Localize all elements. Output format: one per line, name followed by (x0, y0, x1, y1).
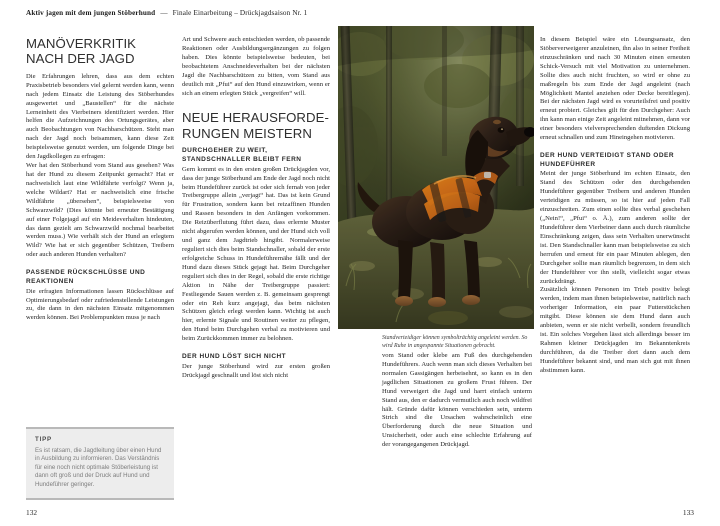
running-head (26, 9, 646, 17)
tip-box (26, 427, 174, 500)
dog-on-leash-photo (338, 26, 534, 329)
section-heading-durchgeher: DURCHGEHER ZU WEIT, STANDSCHNALLER BLEIBT FERN (182, 147, 302, 163)
paragraph: vom Stand oder klebe am Fuß des durchgehenden Hundeführers. Auch wenn man sich dieses Verhalten bei normalen Gassigängen herbeisehnt, so kann es in den jagdlichen Situationen zu großem Frust führen. Der Hund verweigert die Jagd und harrt einfach unterm Stand aus, den er dadurch vermutlich auch noch wildfrei hält. Gründe dafür können verschieden sein, unterm Strich sind die Ursachen wahrscheinlich eine Überforderung durch die neue Situation und Unsicherheit, oder auch eine schlechte Erfahrung auf der vorangegangenen Drückjagd. (382, 352, 532, 449)
column-four (540, 36, 690, 376)
section-heading-loest-sich-nicht: DER HUND LÖST SICH NICHT (182, 353, 287, 361)
column-three (382, 352, 532, 450)
running-head-title: Aktiv jagen mit dem jungen Stöberhund (26, 9, 156, 17)
running-head-dash: — (160, 9, 168, 17)
page-number-left: 132 (26, 508, 38, 517)
paragraph: Gern kommt es in den ersten großen Drückjagden vor, dass der junge Stöberhund am Ende der Jagd noch nicht beim Hundeführer zurück ist oder sich fernab von jeder Treibergruppe allein „verjagt“ hat. Das ist kein Grund für Frustration, sondern kann bei reizaffinen Hunden und Rassen besonders in den Anfängen vorkommen. Die Reizüberflutung führt dazu, dass erlernte Muster nicht abgerufen werden können, und der Hund sich voll und ganz dem Jagdtrieb hingibt. Normalerweise reguliert sich dies beim Standschnaller, sobald der erste erfolgreiche Schuss in Hundeführernähe fällt und der Hund dazu dieses Stück gejagt hat. Beim Durchgeher reguliert sich dies in der Regel, sobald die erste richtige Aktion in Nähe der Treibergruppe passiert: Festliegende Sauen werden z. B. gemeinsam gesprengt oder ein Reh kurz angejagt, das beim nächsten Schützen gleich erlegt werden kann. Wichtig ist auch hier, erlernte Signale und Routinen weiter zu pflegen, den Hund beim Durchgehen verbal zu motivieren und beim Zurückkommen immer zu belohnen. (182, 165, 330, 343)
tip-box-text: Es ist ratsam, die Jagdleitung über einen Hund in Ausbildung zu informieren. Das Verständnis für eine noch nicht optimale Stöberleistung ist dann oft groß und der Druck auf Hund und Hundeführer geringer. (35, 446, 162, 489)
paragraph: Art und Schwere auch entschieden werden, ob passende Reaktionen oder Ausbildungsergänzungen zu folgen haben. Dies könnte beispielsweise bedeuten, bei beobachtetem Anschneideverhalten bei der nächsten Jagd die Nachbarschützen zu bitten, vom Stand aus deutlich mit „Pfui“ auf den Hund einzuwirken, wenn er sich an einem erlegten Stück „vergreifen“ will. (182, 36, 330, 97)
page-title: MANÖVERKRITIK NACH DER JAGD (26, 36, 137, 67)
paragraph: In diesem Beispiel wäre ein Lösungsansatz, den Stöberverweigerer anzuleinen, ihn also in seiner Freiheit einzuschränken und nach 30 Minuten einen erneuten Schick-Versuch mit viel Motivation zu unternehmen. Sollte dies auch nicht fruchten, so wird er ohne zu maßregeln bis zum Ende der Jagd angeleint (nach Möglichkeit Mantel anziehen oder Decke bereitlegen). Bei der nächsten Jagd wird es vorurteilsfrei und positiv erneut probiert. Gleiches gilt für den Durchgeher: Auch ihn kann man einige Zeit angeleint mitnehmen, dann vor einer besonders vielversprechenden duftenden Dickung erneut schnallen und zum Hineingehen motivieren. (540, 36, 690, 142)
running-head-subtitle: Finale Einarbeitung – Drückjagdsaison Nr. 1 (172, 9, 308, 17)
column-two (182, 36, 330, 381)
paragraph: Wer hat den Stöberhund vom Stand aus gesehen? Was hat der Hund zu diesem Zeitpunkt gemacht? Hat er nachweislich laut eine Wildfährte verfolgt? Wenn ja, welche Wildart? Hat er nachweislich eine frische Wildfährte „übersehen“, beispielsweise von Schwarzwild? (Dies könnte bei erneuter Bestätigung auf einer Folgejagd auf ein Meideverhalten hindeuten, das dann gezielt am Schwarzwild nochmal bearbeitet werden muss.) Wie verhält sich der Hund an erlegtem Wild? Wie hat er sich gegenüber Schützen, Treibern oder auch anderen Hunden verhalten? (26, 162, 174, 259)
spread-gutter (360, 0, 361, 526)
page-number-right: 133 (682, 508, 694, 517)
paragraph: Die Erfahrungen lehren, dass aus dem echten Praxisbetrieb besonders viel gelernt werden kann, wenn nach jedem Einsatz die Leistung des Stöberhundes ausgewertet und „Baustellen“ für die nächste Lerneinheit des Vierbeiners identifiziert werden. Hier helfen die Aufzeichnungen des Ortungsgerätes, aber auch Beobachtungen von Nachbarschützen. Steht man nach der Jagd noch beisammen, kann diese Zeit beispielsweise genutzt werden, um folgende Dinge bei den Jagdkollegen zu erfragen: (26, 72, 174, 161)
paragraph: Zusätzlich können Personen im Trieb positiv belegt werden, indem man ihnen beispielsweise, natürlich nach vorheriger Information, ein paar Futterstückchen mitgibt. Diese können sie dem Hund dann auch anbieten, wenn er sie nicht verbellt, sondern freundlich ist. Ein solches Vorgehen lässt sich allerdings besser im Rahmen kleiner Drückjagden im Bekanntenkreis durchführen, da die Treiber dort dann auch dem Hundeführer bekannt sind, und man sich gut mit ihnen abstimmen kann. (540, 286, 690, 374)
section-heading-verteidigt-stand: DER HUND VERTEIDIGT STAND ODER HUNDEFÜHRER (540, 152, 675, 168)
tip-box-title: TIPP (35, 436, 52, 443)
photo-illustration (338, 26, 534, 329)
section-heading-rueckschluesse: PASSENDE RÜCKSCHLÜSSE UND REAKTIONEN (26, 269, 146, 285)
photo-caption: Standverteidiger können symbolträchtig angeleint werden. So wird Ruhe in angespannte Situationen gebracht. (382, 335, 528, 350)
paragraph: Die erfragten Informationen lassen Rückschlüsse auf Optimierungsbedarf oder zufriedenstellende Leistungen zu, die dann in den nächsten Einsatz mitgenommen werden können. Bei Problempunkten muss je nach (26, 287, 174, 322)
section-title-neue-herausforderungen: NEUE HERAUSFORDE-RUNGEN MEISTERN (182, 110, 329, 141)
column-one (26, 36, 174, 323)
paragraph: Meint der junge Stöberhund im echten Einsatz, den Stand des Schützen oder den durchgehenden Hundeführer gegenüber Treibern und anderen Hunden verteidigen zu müssen, so ist hier auf jeden Fall einzuschreiten. Zum einen sollte dies verbal geschehen („Nein!“, „Pfui“ o. Ä.), zum anderen sollte der Hundeführer dem Vierbeiner dann auch durch räumliche Einschränkung zeigen, dass sein Verhalten unerwünscht ist. Den Standschnaller kann man beispielsweise zu sich herrufen und erneut für ein paar Minuten ablegen, den Durchgeher sollte man räumlich begrenzen, in dem sich der Hundeführer vor ihn stellt, vielleicht sogar etwas zurückdrängt. (540, 170, 690, 285)
paragraph: Der junge Stöberhund wird zur ersten großen Drückjagd geschnallt und löst sich nicht (182, 363, 330, 379)
